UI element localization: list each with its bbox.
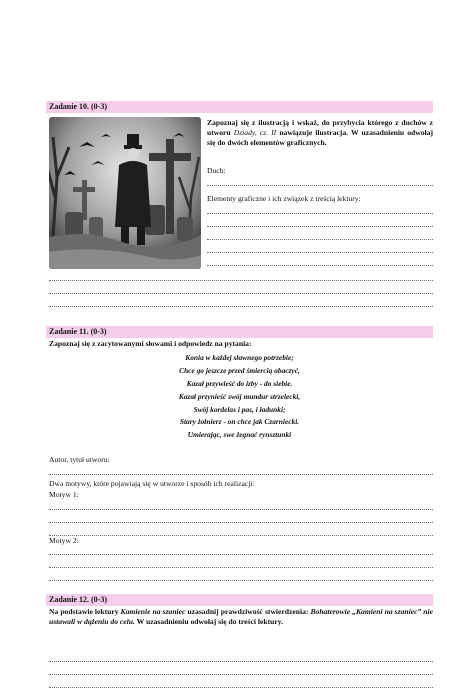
poem-line: Stary żołnierz - on chce jak Czarniecki. bbox=[179, 417, 300, 427]
elements-answer-line[interactable] bbox=[207, 226, 433, 227]
task12-answer-line[interactable] bbox=[49, 674, 433, 675]
elements-answer-line[interactable] bbox=[207, 252, 433, 253]
poem-line: Kazał przynieść swój mundur strzelecki, bbox=[178, 391, 301, 401]
author-title-answer-line[interactable] bbox=[49, 474, 433, 475]
task11-instruction: Zapoznaj się z zacytowanymi słowami i odpowiedz na pytania: bbox=[49, 339, 252, 348]
author-title-label: Autor, tytuł utworu: bbox=[49, 455, 110, 464]
poem-line: Swój kordelas i pas, i ładunki; bbox=[193, 404, 286, 414]
poem-line: Kazał przywieść do izby - do siebie. bbox=[186, 378, 293, 388]
elements-answer-line[interactable] bbox=[207, 265, 433, 266]
elements-answer-line[interactable] bbox=[207, 213, 433, 214]
elements-answer-line[interactable] bbox=[207, 239, 433, 240]
task11-header: Zadanie 11. (0-3) bbox=[46, 326, 433, 338]
task10-answer-line[interactable] bbox=[49, 280, 433, 281]
motif2-answer-line[interactable] bbox=[49, 554, 433, 555]
motif2-label: Motyw 2: bbox=[49, 536, 79, 545]
elements-label: Elementy graficzne i ich związek z treścią lektury: bbox=[207, 194, 361, 203]
poem-quote bbox=[46, 352, 433, 442]
motif1-label: Motyw 1: bbox=[49, 490, 79, 499]
ghost-answer-line[interactable] bbox=[207, 185, 433, 186]
motif2-answer-line[interactable] bbox=[49, 567, 433, 568]
task10-header: Zadanie 10. (0-3) bbox=[46, 101, 433, 113]
task10-instruction: Zapoznaj się z ilustracją i wskaż, do przybycia którego z duchów z utworu Dziady, cz. II nawiązuje ilustracja. W uzasadnieniu odwołaj się do dwóch elementów graficznych. bbox=[207, 118, 433, 147]
motif1-answer-line[interactable] bbox=[49, 535, 433, 536]
task12-instruction: Na podstawie lektury Kamienie na szaniec uzasadnij prawdziwość stwierdzenia: Bohaterowie „Kamieni na szaniec” nie ustawali w dążeniu do celu. W uzasadnieniu odwołaj się do treści lektury. bbox=[49, 607, 434, 626]
task12-answer-line[interactable] bbox=[49, 661, 433, 662]
task12-answer-line[interactable] bbox=[49, 687, 433, 688]
task10-answer-line[interactable] bbox=[49, 306, 433, 307]
poem-line: Chce go jeszcze przed śmiercią obaczyć, bbox=[179, 365, 300, 375]
poem-line: Konia w każdej sławnego potrzebie; bbox=[185, 353, 294, 362]
ghost-label: Duch: bbox=[207, 166, 226, 175]
motif1-answer-line[interactable] bbox=[49, 522, 433, 523]
motif1-answer-line[interactable] bbox=[49, 509, 433, 510]
motifs-label: Dwa motywy, które pojawiają się w utworze i sposób ich realizacji: bbox=[49, 479, 255, 488]
graveyard-illustration bbox=[49, 117, 201, 269]
motif2-answer-line[interactable] bbox=[49, 580, 433, 581]
task10-answer-line[interactable] bbox=[49, 293, 433, 294]
task12-header: Zadanie 12. (0-3) bbox=[46, 594, 433, 606]
poem-line: Umierając, swe żegnać rynsztunki bbox=[187, 430, 292, 440]
